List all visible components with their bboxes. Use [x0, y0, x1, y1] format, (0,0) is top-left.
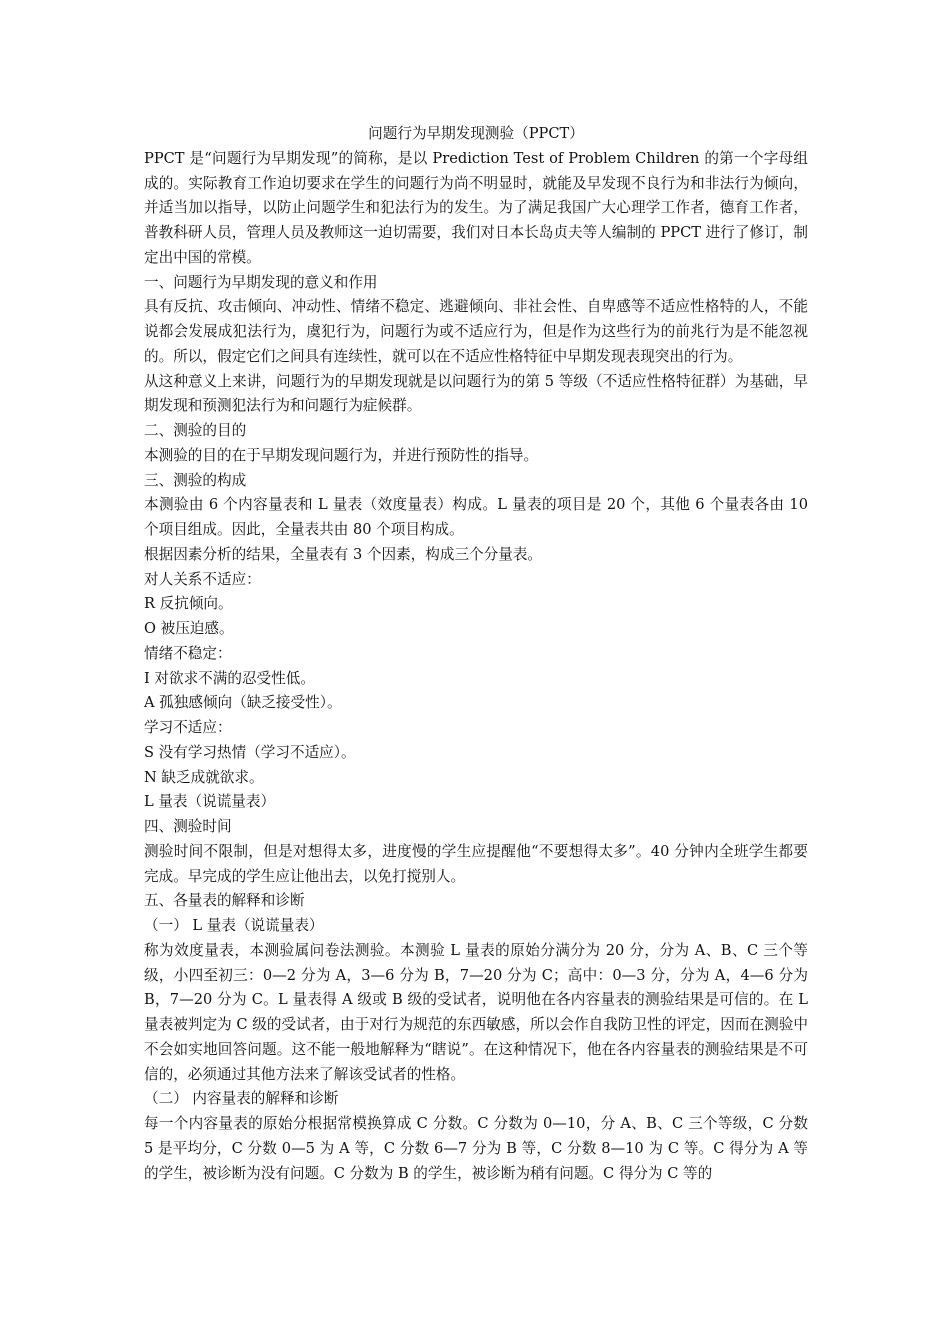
list-item: I 对欲求不满的忍受性低。	[144, 669, 315, 687]
paragraph: 测验时间不限制，但是对想得太多，进度慢的学生应提醒他“不要想得太多”。40 分钟内全班学生都要完成。早完成的学生应让他出去，以免打搅别人。	[144, 842, 808, 885]
section-heading-2: 二、测验的目的	[144, 422, 247, 439]
subscale-group-label: 情绪不稳定：	[144, 644, 232, 662]
intro-paragraph: PPCT 是“问题行为早期发现”的简称，是以 Prediction Test of Problem Children 的第一个字母组成的。实际教育工作迫切要求在学生的问题行为尚不明显时，就能及早发现不良行为和非法行为倾向，并适当加以指导，以防止问题学生和犯法行为的发生。为了满足我国广大心理学工作者，德育工作者，普教科研人员，管理人员及教师这一迫切需要，我们对日本长岛贞夫等人编制的 PPCT 进行了修订，制定出中国的常模。	[144, 149, 808, 266]
paragraph: 本测验的目的在于早期发现问题行为，并进行预防性的指导。	[144, 446, 539, 464]
subscale-group-label: 对人关系不适应：	[144, 570, 261, 588]
section-heading-3: 三、测验的构成	[144, 471, 247, 489]
list-item: L 量表（说谎量表）	[144, 793, 276, 811]
list-item: R 反抗倾向。	[144, 595, 233, 613]
paragraph: 本测验由 6 个内容量表和 L 量表（效度量表）构成。L 量表的项目是 20 个，其他 6 个量表各由 10 个项目组成。因此，全量表共由 80 个项目构成。	[144, 496, 808, 538]
list-item: A 孤独感倾向（缺乏接受性）。	[144, 694, 342, 712]
paragraph: 具有反抗、攻击倾向、冲动性、情绪不稳定、逃避倾向、非社会性、自卑感等不适应性格特的人，不能说都会发展成犯法行为，虞犯行为，问题行为或不适应行为，但是作为这些行为的前兆行为是不能忽视的。所以，假定它们之间具有连续性，就可以在不适应性格特征中早期发现表现突出的行为。	[144, 298, 808, 365]
paragraph: 称为效度量表，本测验属问卷法测验。本测验 L 量表的原始分满分为 20 分，分为 A、B、C 三个等级，小四至初三：0—2 分为 A，3—6 分为 B，7—20 分为 C；高中：0—3 分，分为 A，4—6 分为 B，7—20 分为 C。L 量表得 A 级或 B 级的受试者，说明他在各内容量表的测验结果是可信的。在 L 量表被判定为 C 级的受试者，由于对行为规范的东西敏感，所以会作自我防卫性的评定，因而在测验中不会如实地回答问题。这不能一般地解释为“瞎说”。在这种情况下，他在各内容量表的测验结果是不可信的，必须通过其他方法来了解该受试者的性格。	[144, 941, 808, 1083]
subsection-heading-1: （一） L 量表（说谎量表）	[144, 917, 324, 934]
document-page	[144, 122, 808, 1186]
section-heading-4: 四、测验时间	[144, 818, 232, 835]
document-title: 问题行为早期发现测验（PPCT）	[368, 125, 584, 142]
paragraph: 从这种意义上来讲，问题行为的早期发现就是以问题行为的第 5 等级（不适应性格特征群）为基础，早期发现和预测犯法行为和问题行为症候群。	[144, 372, 808, 415]
list-item: N 缺乏成就欲求。	[144, 768, 264, 786]
list-item: S 没有学习热情（学习不适应）。	[144, 743, 356, 761]
paragraph: 根据因素分析的结果，全量表有 3 个因素，构成三个分量表。	[144, 545, 543, 563]
subsection-heading-2: （二） 内容量表的解释和诊断	[144, 1090, 339, 1108]
subscale-group-label: 学习不适应：	[144, 719, 232, 736]
paragraph: 每一个内容量表的原始分根据常模换算成 C 分数。C 分数为 0—10，分 A、B、C 三个等级，C 分数 5 是平均分，C 分数 0—5 为 A 等，C 分数 6—7 分为 B 等，C 分数 8—10 为 C 等。C 得分为 A 等的学生，被诊断为没有问题。C 分数为 B 的学生，被诊断为稍有问题。C 得分为 C 等的	[144, 1115, 808, 1182]
section-heading-5: 五、各量表的解释和诊断	[144, 892, 305, 910]
section-heading-1: 一、问题行为早期发现的意义和作用	[144, 273, 378, 291]
list-item: O 被压迫感。	[144, 620, 234, 637]
